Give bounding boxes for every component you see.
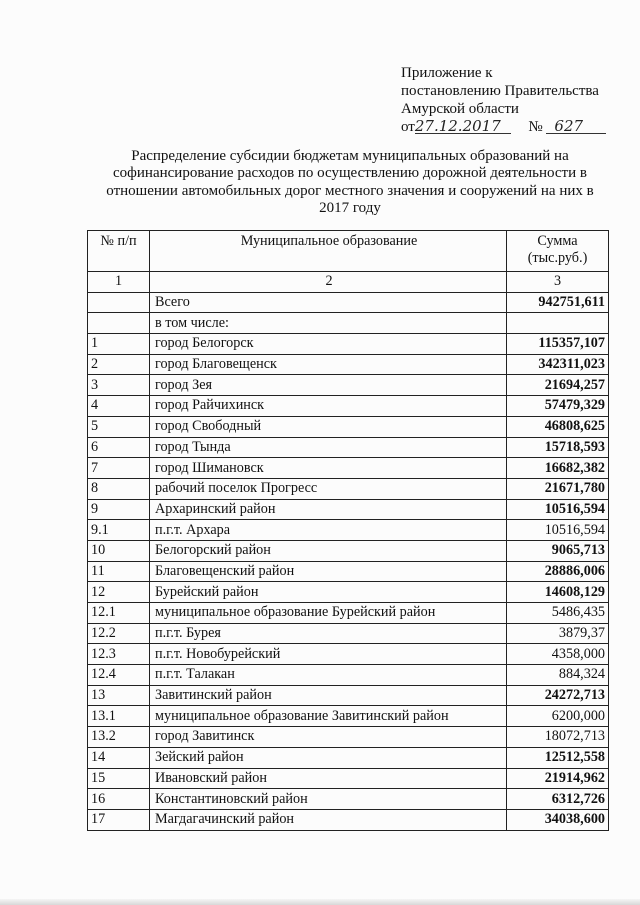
row-number: 6 (88, 437, 150, 458)
row-sum: 10516,594 (507, 520, 609, 541)
row-number (88, 313, 150, 334)
table-row (88, 375, 609, 396)
date-prefix: от (401, 119, 415, 135)
row-sum: 12512,558 (507, 747, 609, 768)
row-municipality: муниципальное образование Завитинский район (150, 706, 507, 727)
appendix-line-1: Приложение к (401, 65, 493, 81)
appendix-date-line (401, 118, 606, 136)
handwritten-date: 27.12.2017 (415, 119, 511, 134)
row-sum: 942751,611 (507, 292, 609, 313)
row-sum: 115357,107 (507, 334, 609, 355)
row-sum: 24272,713 (507, 685, 609, 706)
appendix-block (401, 64, 606, 136)
row-number: 17 (88, 809, 150, 830)
row-number: 11 (88, 561, 150, 582)
row-sum: 3879,37 (507, 623, 609, 644)
row-number: 12 (88, 582, 150, 603)
row-municipality: Ивановский район (150, 768, 507, 789)
table-row (88, 354, 609, 375)
row-municipality: Архаринский район (150, 499, 507, 520)
table-row (88, 561, 609, 582)
row-municipality: Всего (150, 292, 507, 313)
row-number: 3 (88, 375, 150, 396)
row-sum: 4358,000 (507, 644, 609, 665)
row-municipality: в том числе: (150, 313, 507, 334)
table-row (88, 292, 609, 313)
row-number: 15 (88, 768, 150, 789)
row-number: 12.2 (88, 623, 150, 644)
table-header-row (88, 231, 609, 272)
row-sum: 15718,593 (507, 437, 609, 458)
row-municipality: Магдагачинский район (150, 809, 507, 830)
row-municipality: город Райчихинск (150, 396, 507, 417)
column-numbers-row (88, 272, 609, 293)
table-row (88, 665, 609, 686)
subsidy-table (87, 230, 609, 831)
table-body (88, 292, 609, 830)
header-sum: Сумма (тыс.руб.) (507, 231, 609, 272)
row-municipality: рабочий поселок Прогресс (150, 478, 507, 499)
col-number-3: 3 (507, 272, 609, 293)
table-row (88, 334, 609, 355)
row-municipality: муниципальное образование Бурейский район (150, 603, 507, 624)
table-row (88, 768, 609, 789)
header-municipality: Муниципальное образование (150, 231, 507, 272)
table-row (88, 478, 609, 499)
row-sum: 57479,329 (507, 396, 609, 417)
row-municipality: п.г.т. Бурея (150, 623, 507, 644)
table-row (88, 437, 609, 458)
row-municipality: Завитинский район (150, 685, 507, 706)
row-sum: 18072,713 (507, 727, 609, 748)
document-title: Распределение субсидии бюджетам муниципальных образований на софинансирование расходов по осуществлению дорожной деятельности в отношении автомобильных дорог местного значения и сооружений на них в 2017 году (106, 148, 594, 217)
row-number: 14 (88, 747, 150, 768)
row-municipality: п.г.т. Талакан (150, 665, 507, 686)
row-sum: 884,324 (507, 665, 609, 686)
row-sum: 5486,435 (507, 603, 609, 624)
row-sum: 6200,000 (507, 706, 609, 727)
table-row (88, 582, 609, 603)
row-number: 1 (88, 334, 150, 355)
row-municipality: город Завитинск (150, 727, 507, 748)
row-sum: 21914,962 (507, 768, 609, 789)
table-row (88, 809, 609, 830)
appendix-line-3: Амурской области (401, 101, 519, 117)
row-number: 13.1 (88, 706, 150, 727)
row-number: 10 (88, 540, 150, 561)
table-row (88, 685, 609, 706)
row-number: 13 (88, 685, 150, 706)
row-number: 16 (88, 789, 150, 810)
table-row (88, 727, 609, 748)
row-municipality: город Благовещенск (150, 354, 507, 375)
row-number: 4 (88, 396, 150, 417)
row-sum: 21671,780 (507, 478, 609, 499)
table-row (88, 706, 609, 727)
row-number: 12.3 (88, 644, 150, 665)
row-number: 12.4 (88, 665, 150, 686)
row-municipality: город Зея (150, 375, 507, 396)
table-row (88, 623, 609, 644)
row-municipality: город Белогорск (150, 334, 507, 355)
row-sum: 6312,726 (507, 789, 609, 810)
row-sum: 342311,023 (507, 354, 609, 375)
row-municipality: п.г.т. Новобурейский (150, 644, 507, 665)
row-sum: 46808,625 (507, 416, 609, 437)
table-row (88, 396, 609, 417)
row-municipality: п.г.т. Архара (150, 520, 507, 541)
row-sum: 28886,006 (507, 561, 609, 582)
number-prefix: № (528, 119, 543, 135)
row-number: 7 (88, 458, 150, 479)
table-row (88, 603, 609, 624)
scan-bottom-edge (0, 899, 640, 905)
table-row (88, 416, 609, 437)
col-number-1: 1 (88, 272, 150, 293)
handwritten-number: 627 (546, 119, 606, 134)
row-municipality: Константиновский район (150, 789, 507, 810)
row-sum (507, 313, 609, 334)
row-sum: 10516,594 (507, 499, 609, 520)
table-row (88, 540, 609, 561)
row-sum: 14608,129 (507, 582, 609, 603)
row-number: 5 (88, 416, 150, 437)
table-row (88, 313, 609, 334)
row-sum: 16682,382 (507, 458, 609, 479)
row-number: 2 (88, 354, 150, 375)
row-sum: 34038,600 (507, 809, 609, 830)
header-number: № п/п (88, 231, 150, 272)
col-number-2: 2 (150, 272, 507, 293)
row-municipality: Бурейский район (150, 582, 507, 603)
row-number: 8 (88, 478, 150, 499)
row-sum: 21694,257 (507, 375, 609, 396)
row-municipality: Белогорский район (150, 540, 507, 561)
appendix-line-2: постановлению Правительства (401, 83, 599, 99)
row-number: 12.1 (88, 603, 150, 624)
table-row (88, 499, 609, 520)
row-municipality: Благовещенский район (150, 561, 507, 582)
table-row (88, 747, 609, 768)
row-number: 9.1 (88, 520, 150, 541)
table-row (88, 458, 609, 479)
row-number: 13.2 (88, 727, 150, 748)
table-row (88, 644, 609, 665)
row-municipality: город Тында (150, 437, 507, 458)
row-municipality: город Свободный (150, 416, 507, 437)
row-number: 9 (88, 499, 150, 520)
table-row (88, 520, 609, 541)
row-sum: 9065,713 (507, 540, 609, 561)
row-number (88, 292, 150, 313)
table-row (88, 789, 609, 810)
row-municipality: Зейский район (150, 747, 507, 768)
row-municipality: город Шимановск (150, 458, 507, 479)
